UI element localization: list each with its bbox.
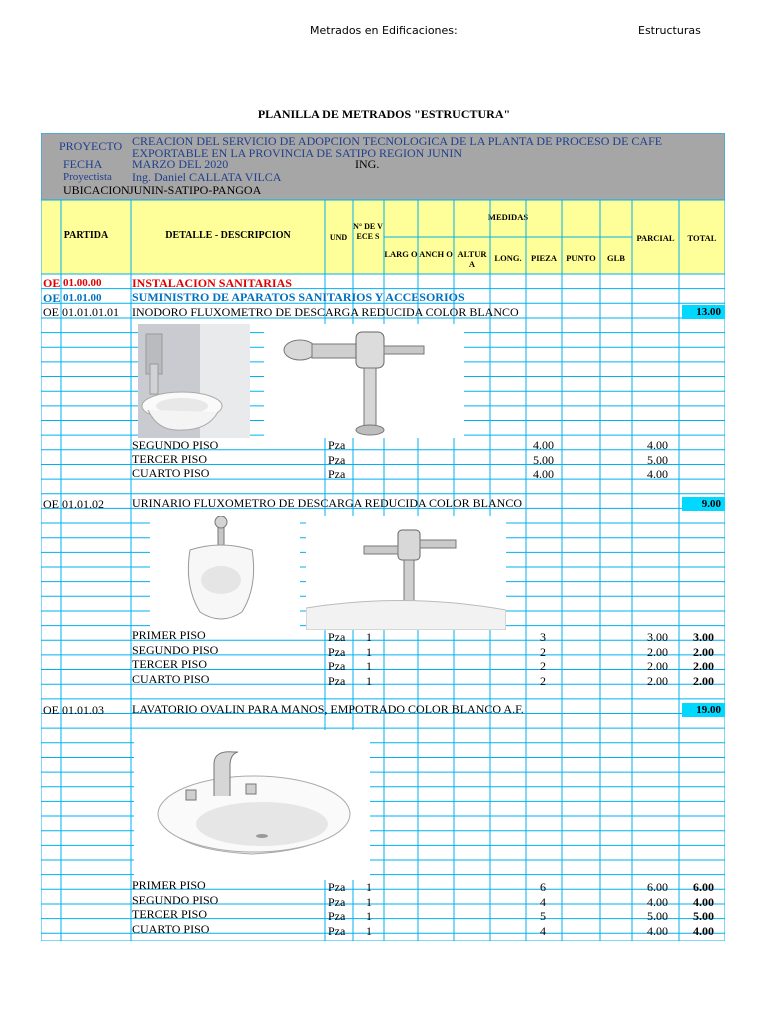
item1-row2-detalle: TERCER PISO — [132, 452, 208, 466]
item3-row3-detalle: TERCER PISO — [132, 907, 208, 921]
item3-row4-total: 4.00 — [693, 924, 714, 938]
section1-code: 01.00.00 — [63, 277, 102, 289]
item2-row1-veces: 1 — [366, 630, 372, 644]
fecha-label: FECHA — [63, 157, 103, 171]
item1-row2-und: Pza — [328, 453, 346, 467]
item1-row3-pieza: 4.00 — [533, 467, 554, 481]
col-veces: N° DE VECE S — [353, 222, 383, 241]
col-long: LONG. — [494, 253, 522, 263]
item1-row1-und: Pza — [328, 438, 346, 452]
item2-row1-total: 3.00 — [693, 630, 714, 644]
item3-desc: LAVATORIO OVALIN PARA MANOS, EMPOTRADO COLOR BLANCO A.F. — [132, 702, 524, 716]
col-detalle: DETALLE - DESCRIPCION — [165, 230, 291, 241]
item1-row3-parcial: 4.00 — [647, 467, 668, 481]
doc-header-left: Metrados en Edificaciones: — [310, 24, 458, 37]
item2-row4-total: 2.00 — [693, 674, 714, 688]
ing-label: ING. — [355, 157, 380, 171]
item2-row2-und: Pza — [328, 645, 346, 659]
ubicacion-label: UBICACION — [63, 183, 130, 197]
item3-row4-veces: 1 — [366, 924, 372, 938]
item2-row3-total: 2.00 — [693, 659, 714, 673]
proyectista-label: Proyectista — [63, 171, 112, 183]
item3-row2-veces: 1 — [366, 895, 372, 909]
item3-row4-pieza: 4 — [540, 924, 546, 938]
page-title: PLANILLA DE METRADOS "ESTRUCTURA" — [257, 107, 511, 121]
item3-row4-und: Pza — [328, 924, 346, 938]
item3-total: 19.00 — [682, 703, 725, 717]
item1-row1-detalle: SEGUNDO PISO — [132, 438, 219, 452]
col-pieza: PIEZA — [531, 253, 557, 263]
item2-row2-detalle: SEGUNDO PISO — [132, 643, 219, 657]
item1-row3-detalle: CUARTO PISO — [132, 466, 210, 480]
col-total: TOTAL — [687, 233, 717, 243]
item3-row1-parcial: 6.00 — [647, 880, 668, 894]
item3-row2-detalle: SEGUNDO PISO — [132, 893, 219, 907]
washbasin-photo — [134, 730, 370, 880]
item2-row3-veces: 1 — [366, 659, 372, 673]
urinal-valve-photo — [306, 516, 506, 630]
item3-row1-und: Pza — [328, 880, 346, 894]
item3-row3-parcial: 5.00 — [647, 909, 668, 923]
item3-code: OE 01.01.03 — [43, 703, 104, 717]
section1-code-prefix: OE — [43, 276, 61, 290]
item1-row2-parcial: 5.00 — [647, 453, 668, 467]
col-medidas: MEDIDAS — [487, 212, 529, 222]
item3-row3-veces: 1 — [366, 909, 372, 923]
proyecto-value-line2: EXPORTABLE EN LA PROVINCIA DE SATIPO REGION JUNIN — [132, 146, 462, 160]
item2-row2-parcial: 2.00 — [647, 645, 668, 659]
urinal-photo — [150, 516, 300, 630]
proyecto-value-line1: CREACION DEL SERVICIO DE ADOPCION TECNOLOGICA DE LA PLANTA DE PROCESO DE CAFE — [132, 134, 663, 148]
item1-total: 13.00 — [682, 305, 725, 319]
item3-row4-parcial: 4.00 — [647, 924, 668, 938]
col-parcial: PARCIAL — [636, 233, 675, 243]
item2-row3-parcial: 2.00 — [647, 659, 668, 673]
ubicacion-value: JUNIN-SATIPO-PANGOA — [129, 183, 262, 197]
item2-code: OE 01.01.02 — [43, 497, 104, 511]
item3-row1-total: 6.00 — [693, 880, 714, 894]
item2-row1-parcial: 3.00 — [647, 630, 668, 644]
col-und: UND — [329, 233, 348, 242]
item2-row3-detalle: TERCER PISO — [132, 657, 208, 671]
item3-row3-total: 5.00 — [693, 909, 714, 923]
item3-row2-pieza: 4 — [540, 895, 546, 909]
item1-row1-pieza: 4.00 — [533, 438, 554, 452]
item2-row1-und: Pza — [328, 630, 346, 644]
item2-total: 9.00 — [682, 497, 725, 511]
item2-row2-total: 2.00 — [693, 645, 714, 659]
flush-valve-photo — [264, 324, 464, 438]
section2-desc: SUMINISTRO DE APARATOS SANITARIOS Y ACCESORIOS — [132, 290, 465, 304]
col-largo: LARG O — [384, 249, 418, 259]
item2-row2-pieza: 2 — [540, 645, 546, 659]
item3-row2-und: Pza — [328, 895, 346, 909]
item3-row3-pieza: 5 — [540, 909, 546, 923]
item3-row2-parcial: 4.00 — [647, 895, 668, 909]
item3-row2-total: 4.00 — [693, 895, 714, 909]
proyectista-value: Ing. Daniel CALLATA VILCA — [132, 170, 282, 184]
item2-desc: URINARIO FLUXOMETRO DE DESCARGA REDUCIDA COLOR BLANCO — [132, 496, 523, 510]
item2-row3-pieza: 2 — [540, 659, 546, 673]
doc-header-right: Estructuras — [638, 24, 701, 37]
col-punto: PUNTO — [566, 253, 596, 263]
col-ancho: ANCH O — [419, 249, 453, 259]
item3-row1-detalle: PRIMER PISO — [132, 878, 206, 892]
item1-desc: INODORO FLUXOMETRO DE DESCARGA REDUCIDA COLOR BLANCO — [132, 305, 519, 319]
section2-code-prefix: OE — [43, 291, 61, 305]
col-altura: ALTUR A — [457, 249, 487, 269]
item1-row2-pieza: 5.00 — [533, 453, 554, 467]
fecha-value: MARZO DEL 2020 — [132, 157, 229, 171]
section2-code: 01.01.00 — [63, 292, 102, 304]
item2-row3-und: Pza — [328, 659, 346, 673]
section1-desc: INSTALACION SANITARIAS — [132, 276, 292, 290]
item3-row1-veces: 1 — [366, 880, 372, 894]
item2-row4-parcial: 2.00 — [647, 674, 668, 688]
item2-row4-pieza: 2 — [540, 674, 546, 688]
item2-row4-veces: 1 — [366, 674, 372, 688]
item3-row1-pieza: 6 — [540, 880, 546, 894]
item2-row1-pieza: 3 — [540, 630, 546, 644]
toilet-photo — [138, 324, 250, 438]
item3-row4-detalle: CUARTO PISO — [132, 922, 210, 936]
item2-row1-detalle: PRIMER PISO — [132, 628, 206, 642]
item1-code: OE 01.01.01.01 — [43, 305, 119, 319]
item2-row4-und: Pza — [328, 674, 346, 688]
item1-row1-parcial: 4.00 — [647, 438, 668, 452]
proyecto-label: PROYECTO — [59, 139, 123, 153]
item3-row3-und: Pza — [328, 909, 346, 923]
item2-row2-veces: 1 — [366, 645, 372, 659]
item2-row4-detalle: CUARTO PISO — [132, 672, 210, 686]
col-partida: PARTIDA — [63, 230, 109, 241]
item1-row3-und: Pza — [328, 467, 346, 481]
col-glb: GLB — [607, 253, 625, 263]
